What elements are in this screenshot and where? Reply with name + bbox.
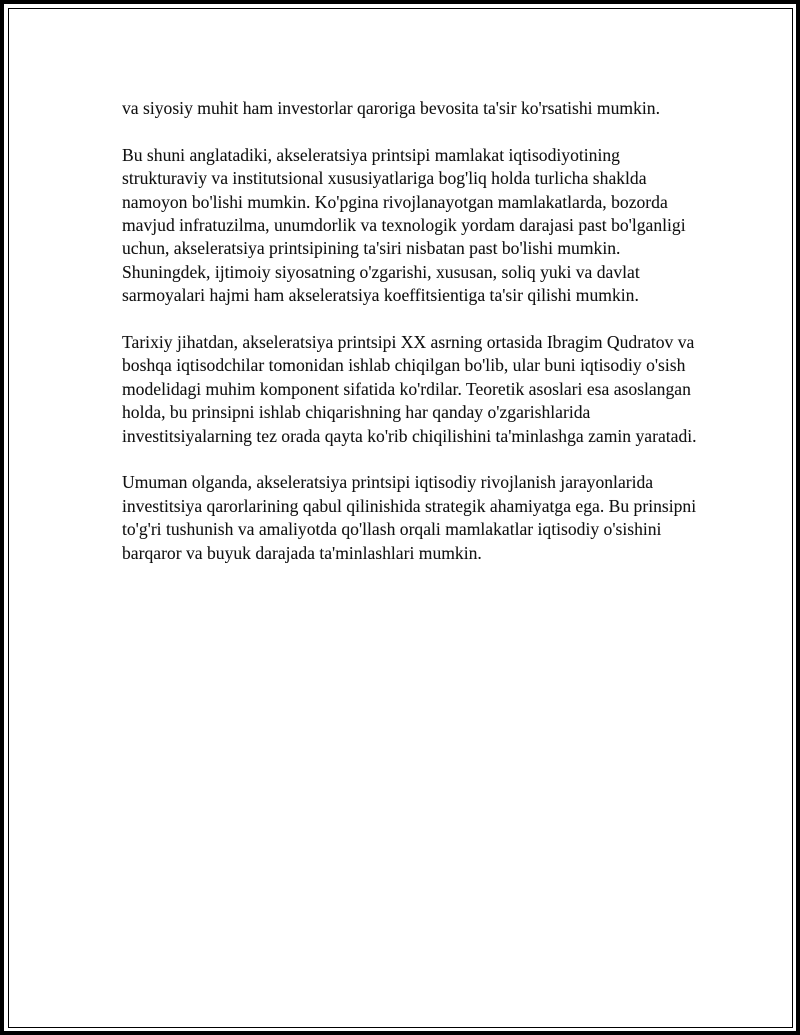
paragraph-1: va siyosiy muhit ham investorlar qaroriga bevosita ta'sir ko'rsatishi mumkin. bbox=[122, 98, 660, 118]
paragraph-2: Bu shuni anglatadiki, akseleratsiya printsipi mamlakat iqtisodiyotining strukturaviy va institutsional xususiyatlariga bog'liq holda turlicha shaklda namoyon bo'lishi mumkin. Ko'pgina rivojlanayotgan mamlakatlarda, bozorda mavjud infratuzilma, unumdorlik va texnologik yordam darajasi past bo'lganligi uchun, akseleratsiya printsipining ta'siri nisbatan past bo'lishi mumkin. Shuningdek, ijtimoiy siyosatning o'zgarishi, xususan, soliq yuki va davlat sarmoyalari hajmi ham akseleratsiya koeffitsientiga ta'sir qilishi mumkin. bbox=[122, 144, 686, 306]
paragraph-4: Umuman olganda, akseleratsiya printsipi iqtisodiy rivojlanish jarayonlarida investitsiya qarorlarining qabul qilinishida strategik ahamiyatga ega. Bu prinsipni to'g'ri tushunish va amaliyotda qo'llash orqali mamlakatlar iqtisodiy o'sishini barqaror va buyuk darajada ta'minlashlari mumkin. bbox=[122, 472, 697, 563]
document-body bbox=[122, 97, 702, 588]
paragraph-3: Tarixiy jihatdan, akseleratsiya printsipi XX asrning ortasida Ibragim Qudratov va boshqa iqtisodchilar tomonidan ishlab chiqilgan bo'lib, ular buni iqtisodiy o'sish modelidagi muhim komponent sifatida ko'rdilar. Teoretik asoslari esa asoslangan holda, bu prinsipni ishlab chiqarishning har qanday o'zgarishlarida investitsiyalarning tez orada qayta ko'rib chiqilishini ta'minlashga zamin yaratadi. bbox=[122, 332, 697, 446]
